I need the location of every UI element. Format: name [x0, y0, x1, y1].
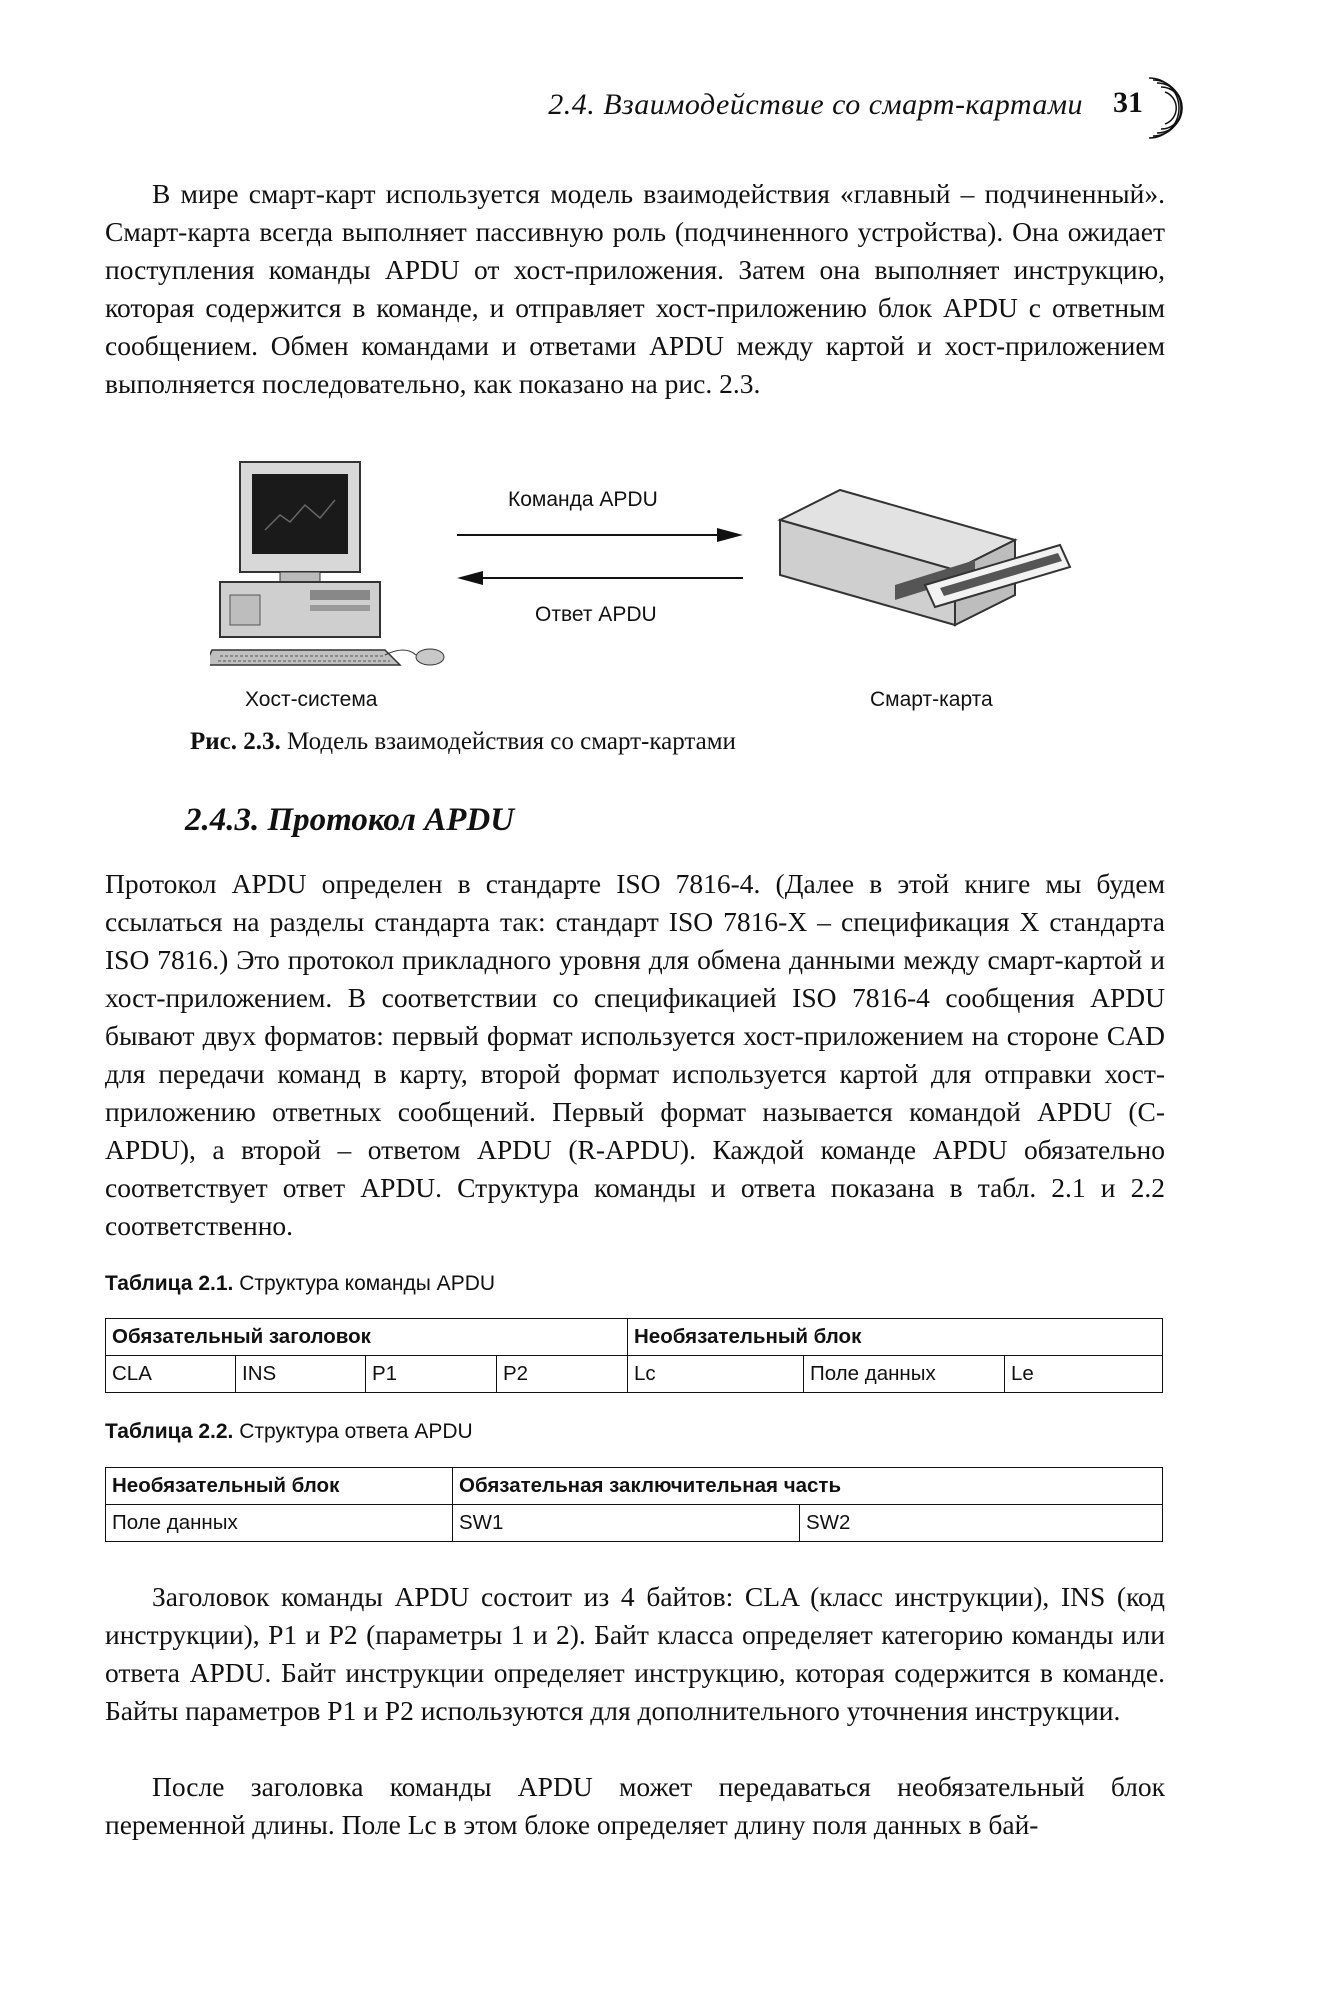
table-cell: P2 — [497, 1356, 628, 1393]
host-computer-icon — [210, 460, 460, 670]
response-apdu-label: Ответ APDU — [535, 603, 657, 626]
table-row — [106, 1468, 1163, 1505]
table-cell: Le — [1005, 1356, 1163, 1393]
table-cell: CLA — [106, 1356, 236, 1393]
figure-apdu-model — [195, 455, 1075, 725]
command-arrow-icon — [455, 525, 745, 555]
table-cell: SW1 — [453, 1505, 800, 1542]
table1-caption-number: Таблица 2.1. — [105, 1272, 234, 1295]
table-header-cell: Обязательная заключительная часть — [453, 1468, 1163, 1505]
paragraph-header-bytes: Заголовок команды APDU состоит из 4 байтов: CLA (класс инструкции), INS (код инструкции), P1 и P2 (параметры 1 и 2). Байт класса определяет категорию команды или ответа APDU. Байт инструкции определяет инструкцию, которая содержится в команде. Байты параметров P1 и P2 используются для дополнительного уточнения инструкции. — [105, 1581, 1165, 1726]
figure-caption-number: Рис. 2.3. — [190, 728, 281, 755]
page-number: 31 — [1113, 86, 1143, 119]
table-header-cell: Необязательный блок — [106, 1468, 453, 1505]
table-header-cell: Обязательный заголовок — [106, 1319, 628, 1356]
smart-card-reader-icon — [775, 485, 1075, 655]
smart-card-label: Смарт-карта — [870, 688, 993, 711]
table-cell: INS — [236, 1356, 366, 1393]
paragraph-optional-block: После заголовка команды APDU может передаваться необязательный блок переменной длины. Поле Lc в этом блоке определяет длину поля данных в бай- — [105, 1771, 1165, 1840]
table-row — [106, 1319, 1163, 1356]
table-cell: SW2 — [800, 1505, 1163, 1542]
table1-caption — [105, 1272, 495, 1296]
table2-caption-number: Таблица 2.2. — [105, 1420, 234, 1443]
table2-caption-text: Структура ответа APDU — [233, 1420, 473, 1443]
response-arrow-icon — [455, 568, 745, 598]
table-cell: P1 — [366, 1356, 497, 1393]
figure-caption — [190, 728, 736, 756]
table-row — [106, 1505, 1163, 1542]
table-apdu-command — [105, 1318, 1163, 1393]
table-header-cell: Необязательный блок — [628, 1319, 1163, 1356]
table1-caption-text: Структура команды APDU — [233, 1272, 496, 1295]
table-apdu-response — [105, 1467, 1163, 1542]
host-system-label: Хост-система — [245, 688, 378, 711]
table-cell: Поле данных — [804, 1356, 1005, 1393]
running-title: 2.4. Взаимодействие со смарт-картами — [548, 88, 1083, 121]
table2-caption — [105, 1420, 473, 1444]
table-cell: Поле данных — [106, 1505, 453, 1542]
paragraph-intro: В мире смарт-карт используется модель взаимодействия «главный – подчиненный». Смарт-карта всегда выполняет пассивную роль (подчиненного устройства). Она ожидает поступления команды APDU от хост-приложения. Затем она выполняет инструкцию, которая содержится в команде, и отправляет хост-приложению блок APDU с ответным сообщением. Обмен командами и ответами APDU между картой и хост-приложением выполняется последовательно, как показано на рис. 2.3. — [105, 178, 1165, 399]
figure-caption-text: Модель взаимодействия со смарт-картами — [280, 728, 736, 755]
table-cell: Lc — [628, 1356, 804, 1393]
command-apdu-label: Команда APDU — [508, 488, 658, 511]
section-heading: 2.4.3. Протокол APDU — [185, 802, 515, 838]
paragraph-protocol: Протокол APDU определен в стандарте ISO 7816-4. (Далее в этой книге мы будем ссылаться на разделы стандарта так: стандарт ISO 7816-X – спецификация X стандарта ISO 7816.) Это протокол прикладного уровня для обмена данными между смарт-картой и хост-приложением. В соответствии со спецификацией ISO 7816-4 сообщения APDU бывают двух форматов: первый формат используется хост-приложением на стороне CAD для передачи команд в карту, второй формат используется картой для отправки хост-приложению ответных сообщений. Первый формат называется командой APDU (C-APDU), а второй – ответом APDU (R-APDU). Каждой команде APDU обязательно соответствует ответ APDU. Структура команды и ответа показана в табл. 2.1 и 2.2 соответственно. — [105, 868, 1165, 1241]
running-header — [0, 82, 1335, 142]
page-number-badge — [1105, 68, 1185, 148]
table-row — [106, 1356, 1163, 1393]
